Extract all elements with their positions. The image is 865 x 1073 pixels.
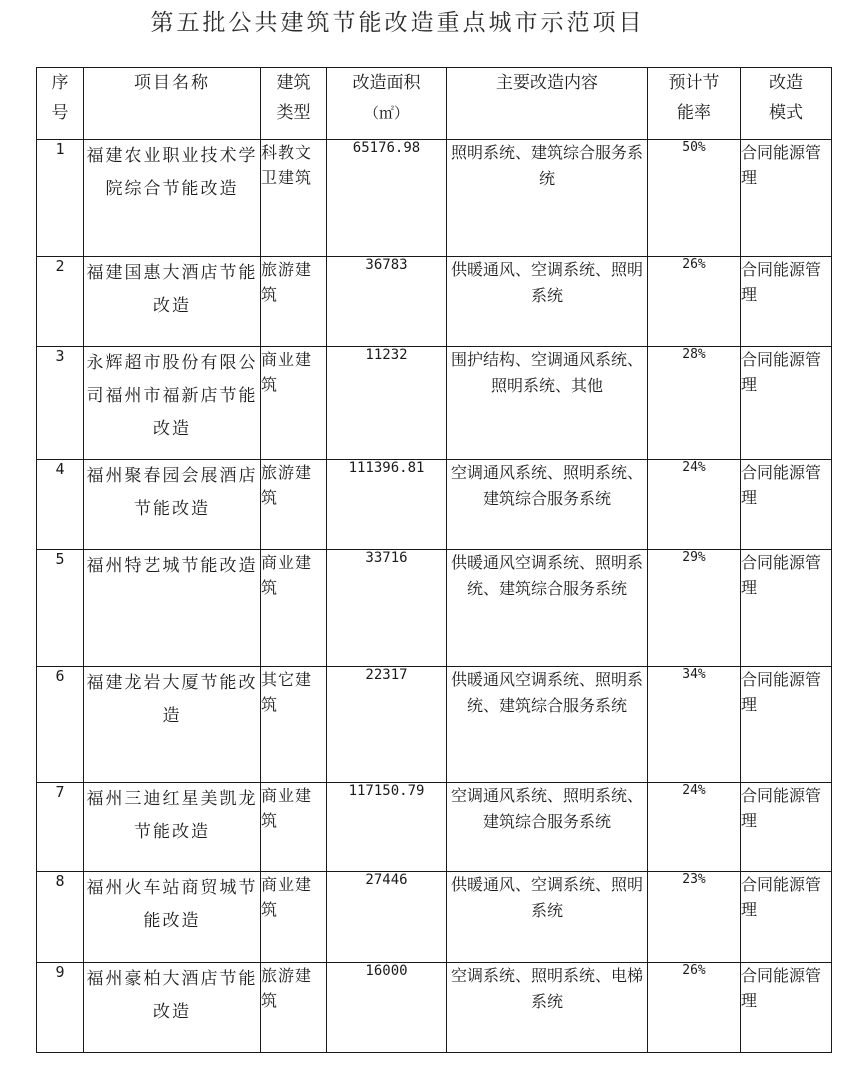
cell-area: 22317 xyxy=(327,667,447,783)
cell-area: 117150.79 xyxy=(327,783,447,872)
cell-name: 福州特艺城节能改造 xyxy=(84,550,261,667)
cell-rate: 28% xyxy=(648,347,741,460)
cell-name: 福州豪柏大酒店节能改造 xyxy=(84,963,261,1053)
cell-mode: 合同能源管理 xyxy=(741,140,832,257)
cell-type: 其它建筑 xyxy=(261,667,327,783)
cell-rate: 24% xyxy=(648,783,741,872)
cell-idx: 6 xyxy=(37,667,84,783)
cell-type: 科教文卫建筑 xyxy=(261,140,327,257)
cell-area: 33716 xyxy=(327,550,447,667)
cell-content: 空调通风系统、照明系统、建筑综合服务系统 xyxy=(447,460,648,550)
cell-idx: 5 xyxy=(37,550,84,667)
cell-area: 36783 xyxy=(327,257,447,347)
header-row xyxy=(37,68,832,140)
cell-type: 商业建筑 xyxy=(261,783,327,872)
cell-type: 商业建筑 xyxy=(261,872,327,963)
cell-rate: 24% xyxy=(648,460,741,550)
table-row xyxy=(37,963,832,1053)
cell-type: 旅游建筑 xyxy=(261,460,327,550)
table-row xyxy=(37,667,832,783)
header-content: 主要改造内容 xyxy=(447,68,648,140)
cell-mode: 合同能源管理 xyxy=(741,460,832,550)
cell-area: 11232 xyxy=(327,347,447,460)
cell-idx: 3 xyxy=(37,347,84,460)
cell-content: 供暖通风、空调系统、照明系统 xyxy=(447,872,648,963)
cell-type: 旅游建筑 xyxy=(261,963,327,1053)
cell-idx: 2 xyxy=(37,257,84,347)
cell-mode: 合同能源管理 xyxy=(741,872,832,963)
header-idx: 序 号 xyxy=(37,68,84,140)
cell-content: 供暖通风空调系统、照明系统、建筑综合服务系统 xyxy=(447,667,648,783)
header-mode: 改造 模式 xyxy=(741,68,832,140)
projects-table xyxy=(36,67,832,1053)
cell-name: 福州三迪红星美凯龙节能改造 xyxy=(84,783,261,872)
cell-mode: 合同能源管理 xyxy=(741,257,832,347)
cell-idx: 8 xyxy=(37,872,84,963)
table-row xyxy=(37,140,832,257)
cell-content: 供暖通风、空调系统、照明系统 xyxy=(447,257,648,347)
cell-mode: 合同能源管理 xyxy=(741,783,832,872)
cell-rate: 26% xyxy=(648,257,741,347)
cell-idx: 4 xyxy=(37,460,84,550)
cell-name: 福建农业职业技术学院综合节能改造 xyxy=(84,140,261,257)
cell-type: 商业建筑 xyxy=(261,347,327,460)
cell-mode: 合同能源管理 xyxy=(741,963,832,1053)
cell-area: 65176.98 xyxy=(327,140,447,257)
cell-content: 空调通风系统、照明系统、建筑综合服务系统 xyxy=(447,783,648,872)
table-row xyxy=(37,460,832,550)
cell-mode: 合同能源管理 xyxy=(741,347,832,460)
cell-name: 福州火车站商贸城节能改造 xyxy=(84,872,261,963)
page-title: 第五批公共建筑节能改造重点城市示范项目 xyxy=(150,10,645,36)
table-row xyxy=(37,347,832,460)
table-row xyxy=(37,872,832,963)
header-rate: 预计节 能率 xyxy=(648,68,741,140)
header-type: 建筑 类型 xyxy=(261,68,327,140)
cell-idx: 7 xyxy=(37,783,84,872)
cell-name: 永辉超市股份有限公司福州市福新店节能改造 xyxy=(84,347,261,460)
cell-type: 旅游建筑 xyxy=(261,257,327,347)
cell-content: 供暖通风空调系统、照明系统、建筑综合服务系统 xyxy=(447,550,648,667)
table-row xyxy=(37,783,832,872)
cell-name: 福建国惠大酒店节能改造 xyxy=(84,257,261,347)
cell-rate: 23% xyxy=(648,872,741,963)
cell-area: 16000 xyxy=(327,963,447,1053)
cell-type: 商业建筑 xyxy=(261,550,327,667)
table-row xyxy=(37,257,832,347)
cell-content: 空调系统、照明系统、电梯系统 xyxy=(447,963,648,1053)
header-area: 改造面积 （㎡） xyxy=(327,68,447,140)
header-name: 项目名称 xyxy=(84,68,261,140)
cell-mode: 合同能源管理 xyxy=(741,667,832,783)
cell-idx: 9 xyxy=(37,963,84,1053)
cell-rate: 34% xyxy=(648,667,741,783)
cell-area: 27446 xyxy=(327,872,447,963)
table-row xyxy=(37,550,832,667)
cell-content: 围护结构、空调通风系统、照明系统、其他 xyxy=(447,347,648,460)
cell-rate: 50% xyxy=(648,140,741,257)
cell-name: 福州聚春园会展酒店节能改造 xyxy=(84,460,261,550)
cell-rate: 26% xyxy=(648,963,741,1053)
cell-idx: 1 xyxy=(37,140,84,257)
cell-content: 照明系统、建筑综合服务系统 xyxy=(447,140,648,257)
cell-rate: 29% xyxy=(648,550,741,667)
cell-name: 福建龙岩大厦节能改造 xyxy=(84,667,261,783)
cell-mode: 合同能源管理 xyxy=(741,550,832,667)
cell-area: 111396.81 xyxy=(327,460,447,550)
